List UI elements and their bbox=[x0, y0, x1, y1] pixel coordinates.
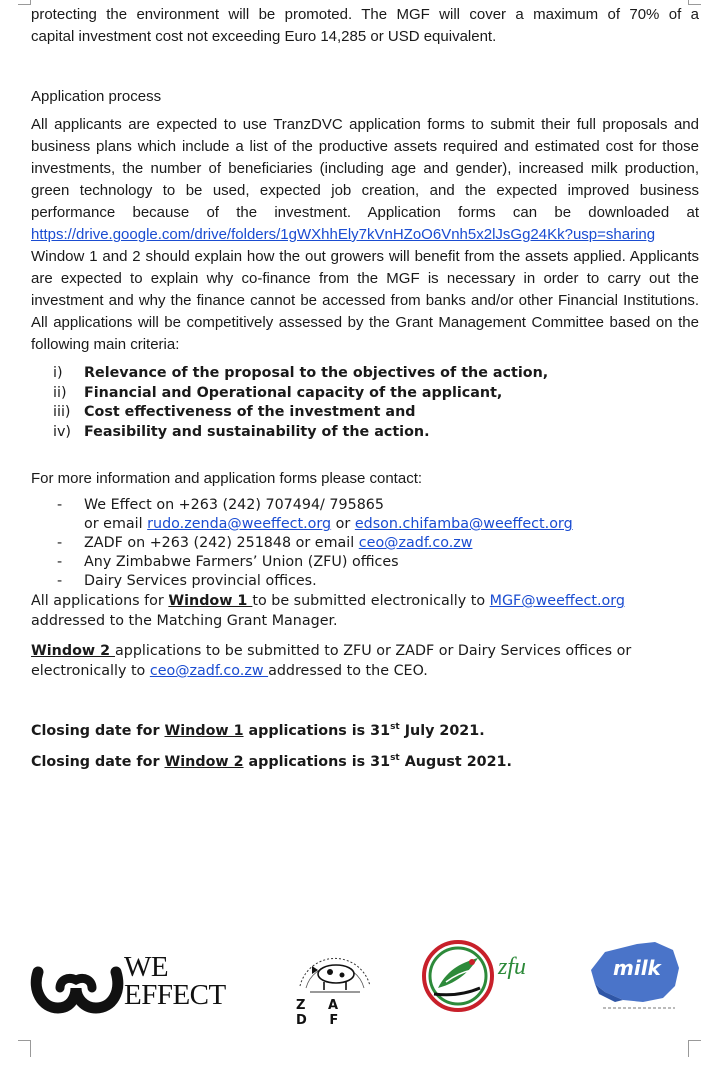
window-1-addressed: addressed to the Matching Grant Manager. bbox=[31, 613, 338, 629]
or-text: or bbox=[331, 516, 355, 532]
closing-mid: applications is 31 bbox=[243, 754, 391, 770]
document-body bbox=[31, 4, 699, 772]
application-paragraph-b-text: Window 1 and 2 should explain how the out growers will benefit from the assets applied. Applicants are expected to explain why co-finance from the MGF is necessary in order to carry out the investment and why the finance cannot be accessed from banks and/or other Financial Institutions. All applications will be competitively assessed by the Grant Management Committee based on the following main criteria: bbox=[31, 248, 699, 353]
zadf-cow-emblem-icon bbox=[290, 930, 380, 996]
crop-mark-bottom-right bbox=[688, 1040, 701, 1057]
zadf-phone: ZADF on +263 (242) 251848 or email bbox=[84, 535, 359, 551]
closing-sup: st bbox=[390, 722, 400, 733]
email-link-edson[interactable]: edson.chifamba@weeffect.org bbox=[354, 516, 573, 532]
criteria-text: Cost effectiveness of the investment and bbox=[84, 404, 416, 420]
or-email-text: or email bbox=[84, 516, 148, 532]
criteria-item bbox=[53, 403, 699, 423]
criteria-text: Financial and Operational capacity of the applicant, bbox=[84, 384, 503, 401]
w1-mid: to be submitted electronically to bbox=[252, 593, 490, 609]
criteria-item bbox=[53, 364, 699, 384]
application-paragraph-b bbox=[31, 224, 699, 356]
w2-pre: electronically to bbox=[31, 663, 150, 679]
dairy-milk-logo bbox=[585, 940, 685, 1020]
w1-pre: All applications for bbox=[31, 593, 169, 609]
closing-mid: applications is 31 bbox=[243, 723, 391, 739]
contact-item-dairy bbox=[57, 572, 699, 591]
criteria-text: Feasibility and sustainability of the action. bbox=[84, 423, 430, 440]
dairy-offices: Dairy Services provincial offices. bbox=[84, 573, 317, 589]
criteria-list bbox=[31, 364, 699, 442]
zadf-label: Z A D F bbox=[296, 998, 348, 1028]
closing-date-window-2 bbox=[31, 752, 699, 772]
closing-date-window-1 bbox=[31, 721, 699, 741]
closing-post: August 2021. bbox=[399, 754, 512, 770]
zadf-contact bbox=[84, 534, 472, 553]
we-effect-mark-icon bbox=[30, 958, 126, 1014]
partner-logos bbox=[0, 930, 719, 1030]
contact-item-weeffect bbox=[57, 496, 699, 515]
criteria-item bbox=[53, 384, 699, 404]
contact-item-weeffect-email bbox=[57, 515, 699, 534]
window-1-label: Window 1 bbox=[168, 593, 253, 609]
zfu-label: zfu bbox=[498, 954, 527, 980]
w2-post: addressed to the CEO. bbox=[268, 663, 428, 679]
criteria-number: i) bbox=[53, 365, 63, 381]
email-link-rudo[interactable]: rudo.zenda@weeffect.org bbox=[147, 516, 332, 532]
contact-list bbox=[31, 496, 699, 591]
list-dash: - bbox=[57, 497, 63, 513]
application-heading: Application process bbox=[31, 88, 162, 105]
intro-line-1: protecting the environment will be promoted. The MGF will cover a maximum of 70% of a bbox=[31, 6, 699, 23]
crop-mark-bottom-left bbox=[18, 1040, 31, 1057]
we-effect-word-1: WE bbox=[124, 951, 169, 983]
zfu-offices: Any Zimbabwe Farmers’ Union (ZFU) offices bbox=[84, 554, 399, 570]
application-paragraph-a: All applicants are expected to use TranzDVC application forms to submit their full proposals and business plans which include a list of the productive assets required and estimated cost for those investments, the number of beneficiaries (including age and gender), increased milk production, green technology to be used, expected job creation, and the expected improved business performance because of the investment. Application forms can be downloaded at bbox=[31, 116, 699, 221]
closing-window-label: Window 2 bbox=[164, 754, 244, 770]
email-link-ceo-zadf[interactable]: ceo@zadf.co.zw bbox=[358, 535, 473, 551]
zadf-logo bbox=[290, 930, 380, 1028]
weeffect-email-line bbox=[57, 515, 573, 534]
zfu-emblem-icon bbox=[420, 938, 498, 1014]
window-2-electronic bbox=[31, 661, 699, 681]
list-dash: - bbox=[57, 573, 63, 589]
we-effect-logo bbox=[30, 951, 245, 1018]
contact-item-zfu bbox=[57, 553, 699, 572]
we-effect-word-2: EFFECT bbox=[124, 979, 226, 1011]
forms-download-link[interactable]: https://drive.google.com/drive/folders/1gWXhhEly7kVnHZoO6Vnh5x2lJsGg24Kk?usp=sharing bbox=[31, 226, 656, 243]
closing-sup: st bbox=[390, 753, 400, 764]
contact-intro: For more information and application forms please contact: bbox=[31, 470, 423, 487]
w2-mid: applications to be submitted to ZFU or ZADF or Dairy Services offices or bbox=[115, 643, 632, 659]
contact-item-zadf bbox=[57, 534, 699, 553]
list-dash: - bbox=[57, 535, 63, 551]
window-2-submission bbox=[31, 641, 699, 661]
email-link-mgf[interactable]: MGF@weeffect.org bbox=[489, 593, 625, 609]
intro-line-2: capital investment cost not exceeding Euro 14,285 or USD equivalent. bbox=[31, 28, 497, 45]
criteria-item bbox=[53, 423, 699, 443]
closing-window-label: Window 1 bbox=[164, 723, 244, 739]
window-1-submission bbox=[31, 591, 699, 611]
milk-label: milk bbox=[613, 956, 661, 980]
email-link-ceo-zadf-2[interactable]: ceo@zadf.co.zw bbox=[149, 663, 269, 679]
closing-post: July 2021. bbox=[399, 723, 485, 739]
criteria-number: ii) bbox=[53, 384, 67, 401]
criteria-text: Relevance of the proposal to the objectives of the action, bbox=[84, 365, 549, 381]
window-2-label: Window 2 bbox=[31, 643, 116, 659]
closing-pre: Closing date for bbox=[31, 754, 165, 770]
crop-mark-top-left bbox=[18, 0, 31, 5]
criteria-number: iv) bbox=[53, 423, 72, 440]
criteria-number: iii) bbox=[53, 404, 71, 420]
closing-pre: Closing date for bbox=[31, 723, 165, 739]
zfu-logo bbox=[420, 938, 545, 1018]
list-dash: - bbox=[57, 554, 63, 570]
weeffect-phone: We Effect on +263 (242) 707494/ 795865 bbox=[84, 497, 384, 513]
